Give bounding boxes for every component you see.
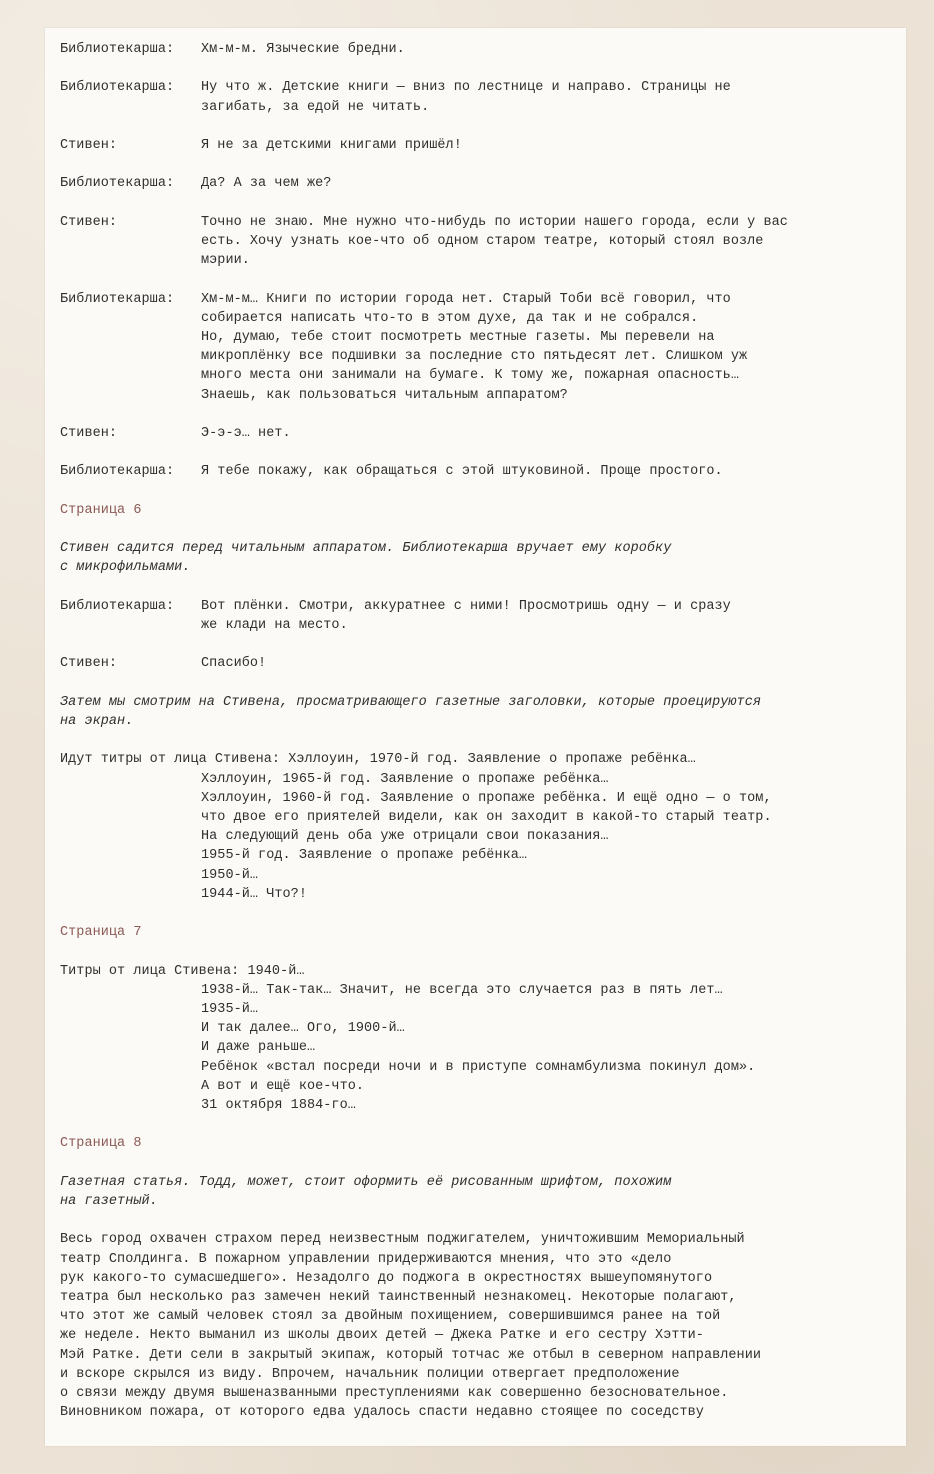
dialogue-block — [60, 597, 906, 635]
speaker-name: Стивен: — [60, 214, 118, 230]
speaker-name: Стивен: — [60, 656, 118, 672]
script-content — [45, 28, 906, 1422]
dialogue-line: Да? А за чем же? — [201, 176, 332, 192]
speaker-name: Стивен: — [60, 425, 118, 441]
speaker-name: Библиотекарша: — [60, 598, 175, 614]
dialogue-block — [60, 462, 906, 481]
page-heading: Страница 8 — [60, 1136, 142, 1152]
speaker-name: Библиотекарша: — [60, 176, 175, 192]
newspaper-article: Весь город охвачен страхом перед неизвестным поджигателем, уничтожившим Мемориальный театр Сполдинга. В пожарном управлении придерживаются мнения, что это «дело рук какого-то сумасшедшего». Незадолго до поджога в окрестностях вышеупомянутого театра был несколько раз замечен некий таинственный незнакомец. Некоторые полагают, что этот же самый человек стоял за двойным похищением, совершившимся ранее на той же неделе. Некто выманил из школы двоих детей — Джека Ратке и его сестру Хэтти- Мэй Ратке. Дети сели в закрытый экипаж, который тотчас же отбыл в северном направлении и вскоре скрылся из виду. Впрочем, начальник полиции отвергает предположение о связи между двумя вышеназванными преступлениями как совершенно безосновательное. Виновником пожара, от которого едва удалось спасти недавно стоящее по соседству — [60, 1232, 762, 1421]
dialogue-line: Ну что ж. Детские книги — вниз по лестнице и направо. Страницы не загибать, за едой не читать. — [201, 80, 731, 115]
dialogue-line: Я тебе покажу, как обращаться с этой штуковиной. Проще простого. — [201, 464, 723, 480]
speaker-name: Стивен: — [60, 137, 118, 153]
dialogue-block — [60, 78, 906, 116]
dialogue-line: Хм-м-м. Языческие бредни. — [201, 42, 405, 57]
captions-block — [60, 962, 906, 1116]
dialogue-block — [60, 654, 906, 673]
caption-lead: Идут титры от лица Стивена: Хэллоуин, 1970-й год. Заявление о пропаже ребёнка… — [60, 752, 696, 768]
script-page — [45, 28, 906, 1446]
dialogue-line: Э-э-э… нет. — [201, 425, 291, 441]
dialogue-line: Я не за детскими книгами пришёл! — [201, 137, 462, 153]
dialogue-block — [60, 290, 906, 405]
dialogue-line: Хм-м-м… Книги по истории города нет. Старый Тоби всё говорил, что собирается написать что-то в этом духе, да так и не собрался. Но, думаю, тебе стоит посмотреть местные газеты. Мы перевели на микроплёнку все подшивки за последние сто пятьдесят лет. Слишком уж много места они занимали на бумаге. К тому же, пожарная опасность… Знаешь, как пользоваться читальным аппаратом? — [201, 291, 748, 403]
dialogue-line: Спасибо! — [201, 656, 267, 672]
caption-lines: Хэллоуин, 1965-й год. Заявление о пропаже ребёнка… Хэллоуин, 1960-й год. Заявление о пропаже ребёнка. И ещё одно — о том, что двое его приятелей видели, как он заходит в какой-то старый театр. На следующий день оба уже отрицали свои показания… 1955-й год. Заявление о пропаже ребёнка… 1950-й… 1944-й… Что?! — [201, 771, 772, 902]
speaker-name: Библиотекарша: — [60, 291, 175, 307]
speaker-name: Библиотекарша: — [60, 42, 175, 57]
dialogue-line: Точно не знаю. Мне нужно что-нибудь по истории нашего города, если у вас есть. Хочу узнать кое-что об одном старом театре, который стоял возле мэрии. — [201, 214, 788, 269]
speaker-name: Библиотекарша: — [60, 464, 175, 480]
stage-direction: Стивен садится перед читальным аппаратом. Библиотекарша вручает ему коробку с микрофильмами. — [60, 541, 672, 576]
stage-direction: Газетная статья. Тодд, может, стоит оформить её рисованным шрифтом, похожим на газетный. — [60, 1174, 672, 1209]
page-heading: Страница 6 — [60, 502, 142, 518]
caption-lead: Титры от лица Стивена: 1940-й… — [60, 963, 305, 979]
caption-lines: 1938-й… Так-так… Значит, не всегда это случается раз в пять лет… 1935-й… И так далее… Ого, 1900-й… И даже раньше… Ребёнок «встал посреди ночи и в приступе сомнамбулизма покинул дом». А вот и ещё кое-что. 31 октября 1884-го… — [201, 982, 756, 1113]
speaker-name: Библиотекарша: — [60, 80, 175, 96]
dialogue-block — [60, 213, 906, 271]
dialogue-line: Вот плёнки. Смотри, аккуратнее с ними! Просмотришь одну — и сразу же клади на место. — [201, 598, 731, 633]
captions-block — [60, 750, 906, 904]
dialogue-block — [60, 40, 906, 59]
dialogue-block — [60, 174, 906, 193]
page-heading: Страница 7 — [60, 925, 142, 941]
dialogue-block — [60, 136, 906, 155]
stage-direction: Затем мы смотрим на Стивена, просматривающего газетные заголовки, которые проецируются на экран. — [60, 694, 762, 729]
dialogue-block — [60, 424, 906, 443]
